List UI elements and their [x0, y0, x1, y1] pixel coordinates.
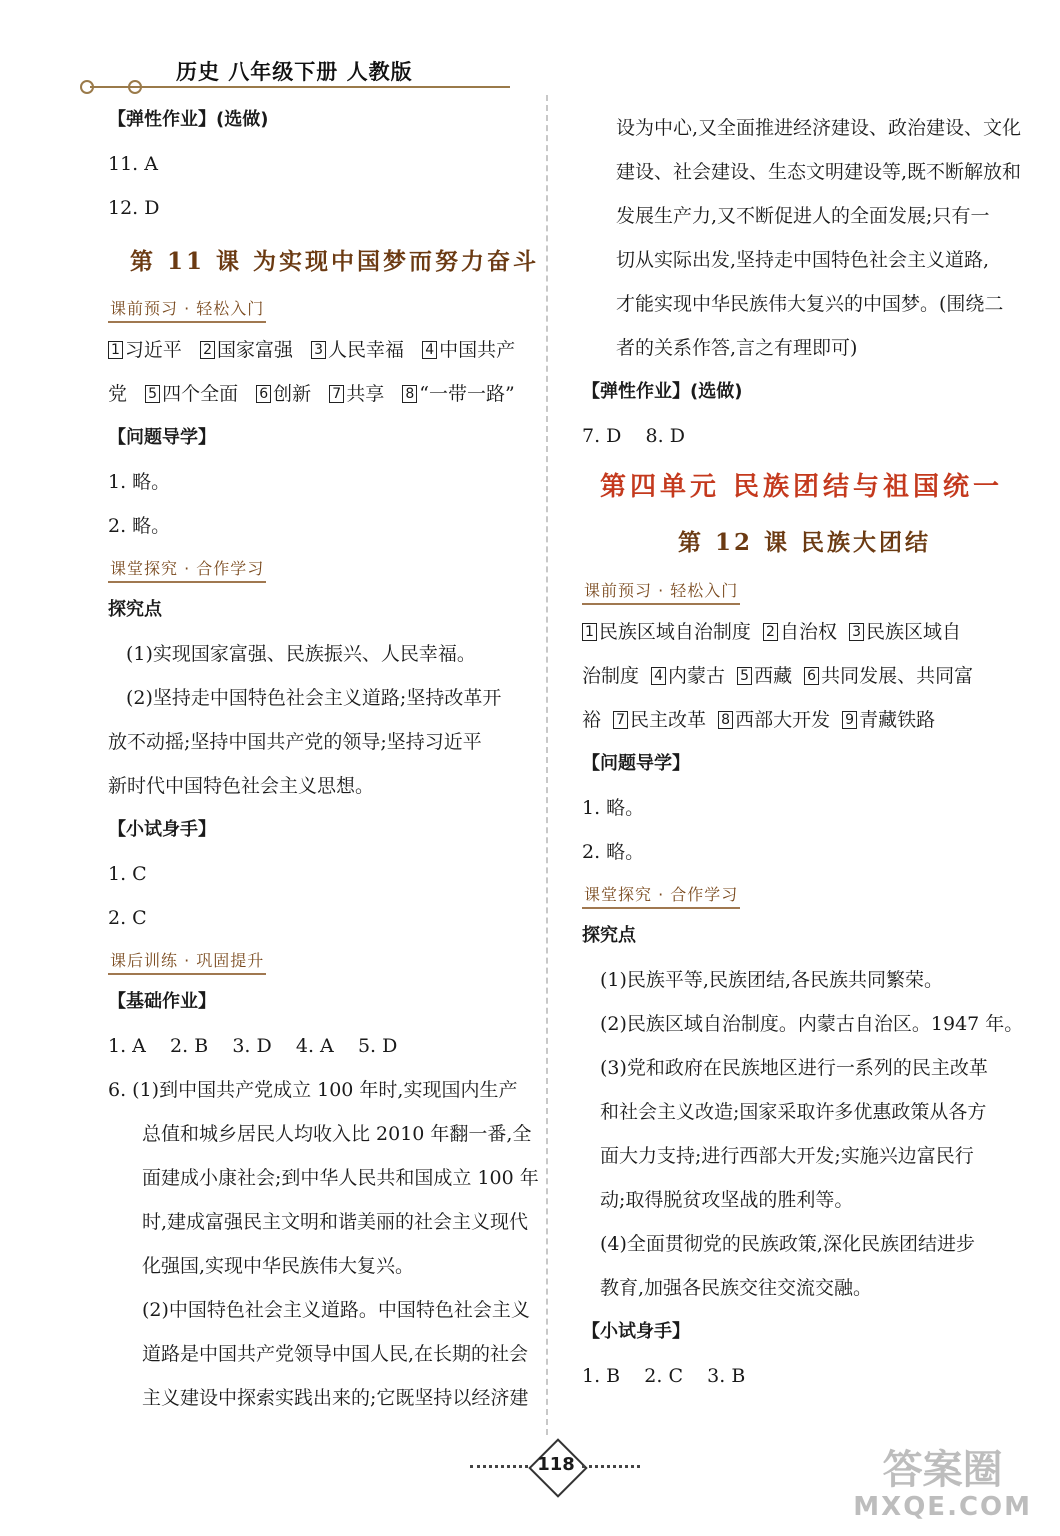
body-line: 者的关系作答,言之有理即可) [616, 337, 858, 359]
dotted-rule-left [470, 1465, 528, 1468]
body-line: 面建成小康社会;到中华人民共和国成立 100 年 [142, 1167, 539, 1189]
number-badge: 6 [804, 667, 819, 685]
lesson-12-title: 第 12 课 民族大团结 [678, 529, 932, 556]
explore-line: (1)实现国家富强、民族振兴、人民幸福。 [126, 643, 476, 665]
answer-line: 1. A 2. B 3. D 4. A 5. D [108, 1035, 398, 1057]
explore-line: 新时代中国特色社会主义思想。 [108, 775, 375, 797]
explore-line: 和社会主义改造;国家采取许多优惠政策从各方 [600, 1101, 987, 1123]
explore-line: 教育,加强各民族交往交流交融。 [600, 1277, 873, 1299]
body-line: 才能实现中华民族伟大复兴的中国梦。(围绕二 [616, 293, 1004, 315]
body-line: 设为中心,又全面推进经济建设、政治建设、文化 [616, 117, 1022, 139]
elastic-homework-heading: 【弹性作业】(选做) [108, 109, 269, 130]
preview-answers-line-3: 裕 7 民主改革 8 西部大开发 9 青藏铁路 [582, 709, 936, 731]
dotted-rule-right [582, 1465, 640, 1468]
explore-line: 动;取得脱贫攻坚战的胜利等。 [600, 1189, 854, 1211]
lesson-11-title: 第 11 课 为实现中国梦而努力奋斗 [130, 248, 540, 275]
number-badge: 4 [422, 341, 437, 359]
section-preview-label: 课前预习 · 轻松入门 [108, 297, 266, 323]
explore-line: (2)坚持走中国特色社会主义道路;坚持改革开 [126, 687, 502, 709]
number-badge: 4 [651, 667, 666, 685]
body-line: 时,建成富强民主文明和谐美丽的社会主义现代 [142, 1211, 529, 1233]
number-badge: 1 [582, 623, 597, 641]
answer-line: 12. D [108, 197, 160, 219]
number-badge: 8 [718, 711, 733, 729]
basic-homework-heading: 【基础作业】 [108, 991, 216, 1012]
preview-answers-line-2: 党 5 四个全面 6 创新 7 共享 8 “一带一路” [108, 383, 515, 405]
number-badge: 1 [108, 341, 123, 359]
header-rule [90, 86, 510, 88]
body-line: 道路是中国共产党领导中国人民,在长期的社会 [142, 1343, 529, 1365]
answer-line: 7. D 8. D [582, 425, 685, 447]
number-badge: 5 [737, 667, 752, 685]
question-guide-heading: 【问题导学】 [108, 427, 216, 448]
explore-line: (2)民族区域自治制度。内蒙古自治区。1947 年。 [600, 1013, 1024, 1035]
body-line: 发展生产力,又不断促进人的全面发展;只有一 [616, 205, 990, 227]
answer-line: 2. 略。 [108, 515, 171, 537]
number-badge: 2 [763, 623, 778, 641]
elastic-homework-heading: 【弹性作业】(选做) [582, 381, 743, 402]
number-badge: 2 [200, 341, 215, 359]
question-guide-heading: 【问题导学】 [582, 753, 690, 774]
number-badge: 6 [256, 385, 271, 403]
body-line: 化强国,实现中华民族伟大复兴。 [142, 1255, 415, 1277]
explore-line: 面大力支持;进行西部大开发;实施兴边富民行 [600, 1145, 974, 1167]
try-heading: 【小试身手】 [108, 819, 216, 840]
body-line: 总值和城乡居民人均收入比 2010 年翻一番,全 [142, 1123, 532, 1145]
left-column [108, 98, 546, 1420]
number-badge: 5 [145, 385, 160, 403]
watermark-line-2: MXQE.COM [853, 1492, 1032, 1522]
number-badge: 3 [311, 341, 326, 359]
column-divider [546, 95, 548, 1435]
preview-answers-line-2: 治制度 4 内蒙古 5 西藏 6 共同发展、共同富 [582, 665, 974, 687]
explore-heading: 探究点 [582, 925, 636, 946]
body-line: 切从实际出发,坚持走中国特色社会主义道路, [616, 249, 990, 271]
section-class-label: 课堂探究 · 合作学习 [108, 557, 266, 583]
body-line: 建设、社会建设、生态文明建设等,既不断解放和 [616, 161, 1022, 183]
answer-line: 11. A [108, 153, 158, 175]
body-line: 主义建设中探索实践出来的;它既坚持以经济建 [142, 1387, 529, 1409]
explore-heading: 探究点 [108, 599, 162, 620]
page-number-block [470, 1447, 640, 1487]
right-column [582, 106, 1032, 1398]
answer-line: 1. C [108, 863, 147, 885]
number-badge: 7 [613, 711, 628, 729]
section-preview-label: 课前预习 · 轻松入门 [582, 579, 740, 605]
section-class-label: 课堂探究 · 合作学习 [582, 883, 740, 909]
body-line: 6. (1)到中国共产党成立 100 年时,实现国内生产 [108, 1079, 518, 1101]
preview-answers-line-1: 1 习近平 2 国家富强 3 人民幸福 4 中国共产 [108, 328, 546, 372]
unit-4-title: 第四单元 民族团结与祖国统一 [600, 472, 1004, 502]
try-heading: 【小试身手】 [582, 1321, 690, 1342]
number-badge: 8 [402, 385, 417, 403]
number-badge: 3 [849, 623, 864, 641]
body-line: (2)中国特色社会主义道路。中国特色社会主义 [142, 1299, 530, 1321]
explore-line: (1)民族平等,民族团结,各民族共同繁荣。 [600, 969, 943, 991]
number-badge: 7 [329, 385, 344, 403]
watermark-line-1: 答案圈 [882, 1447, 1003, 1493]
answer-line: 2. 略。 [582, 841, 645, 863]
section-after-class-label: 课后训练 · 巩固提升 [108, 949, 266, 975]
page-header-title: 历史 八年级下册 人教版 [176, 60, 413, 84]
explore-line: (4)全面贯彻党的民族政策,深化民族团结进步 [600, 1233, 975, 1255]
answer-line: 1. 略。 [582, 797, 645, 819]
page-number: 118 [537, 1454, 575, 1475]
preview-answers-line-1: 1 民族区域自治制度 2 自治权 3 民族区域自 [582, 610, 1032, 654]
explore-line: 放不动摇;坚持中国共产党的领导;坚持习近平 [108, 731, 482, 753]
answer-line: 1. B 2. C 3. B [582, 1365, 746, 1387]
number-badge: 9 [842, 711, 857, 729]
explore-line: (3)党和政府在民族地区进行一系列的民主改革 [600, 1057, 988, 1079]
answer-line: 1. 略。 [108, 471, 171, 493]
answer-line: 2. C [108, 907, 147, 929]
watermark-logo [853, 1448, 1032, 1522]
